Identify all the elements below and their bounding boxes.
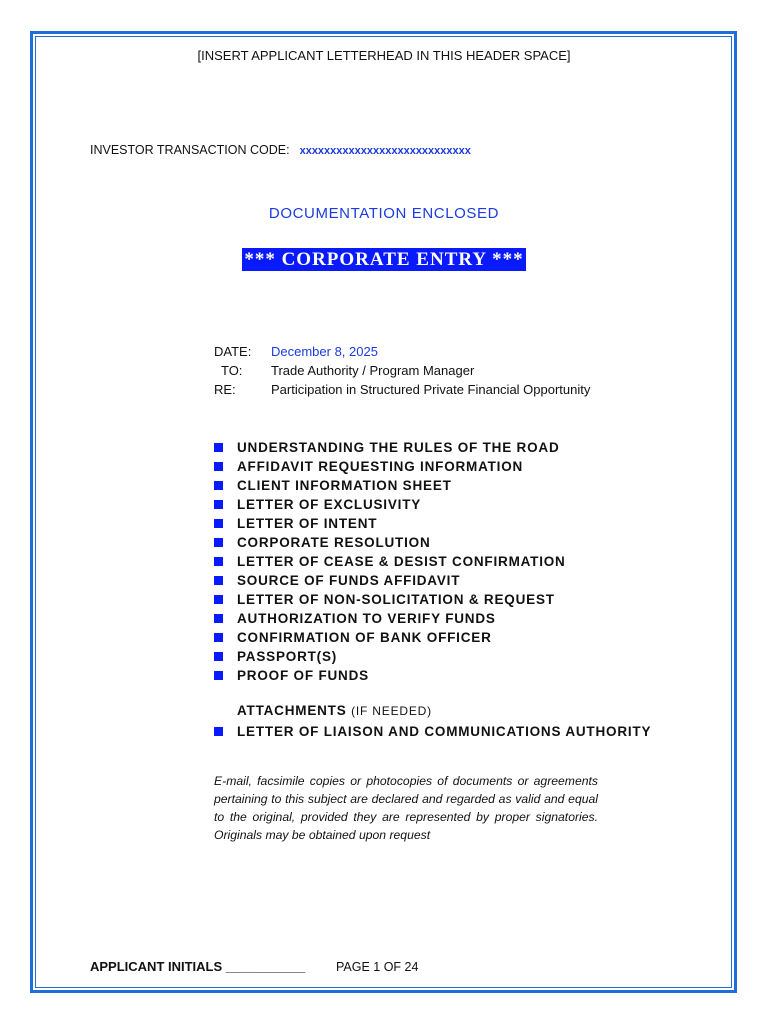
enclosed-documents-list [214, 438, 566, 685]
documentation-enclosed-heading: DOCUMENTATION ENCLOSED [268, 205, 500, 222]
list-item [214, 476, 566, 495]
list-item [214, 438, 566, 457]
memo-re-label: RE: [214, 382, 236, 397]
memo-to-label: TO: [214, 363, 243, 378]
square-bullet-icon [214, 727, 223, 736]
list-item-label: AFFIDAVIT REQUESTING INFORMATION [237, 459, 524, 474]
list-item [214, 457, 566, 476]
memo-date-row [214, 342, 590, 361]
square-bullet-icon [214, 595, 223, 604]
list-item-label: LETTER OF NON-SOLICITATION & REQUEST [237, 592, 555, 607]
investor-transaction-code [90, 143, 471, 157]
list-item [214, 666, 566, 685]
list-item-label: LETTER OF EXCLUSIVITY [237, 497, 422, 512]
list-item [214, 495, 566, 514]
attachments-title: ATTACHMENTS [237, 703, 347, 718]
list-item [214, 533, 566, 552]
square-bullet-icon [214, 443, 223, 452]
memo-date-value: December 8, 2025 [271, 344, 378, 359]
square-bullet-icon [214, 557, 223, 566]
list-item [214, 647, 566, 666]
square-bullet-icon [214, 576, 223, 585]
attachment-item [214, 722, 651, 741]
investor-code-value: xxxxxxxxxxxxxxxxxxxxxxxxxxxx [299, 145, 471, 157]
square-bullet-icon [214, 462, 223, 471]
investor-code-label: INVESTOR TRANSACTION CODE: [90, 143, 290, 157]
letterhead-placeholder: [INSERT APPLICANT LETTERHEAD IN THIS HEADER SPACE] [197, 48, 571, 63]
memo-block [214, 342, 590, 399]
corporate-entry-banner: *** CORPORATE ENTRY *** [244, 249, 524, 270]
copies-disclaimer: E-mail, facsimile copies or photocopies of documents or agreements pertaining to this subject are declared and regarded as valid and equal to the original, provided they are represented by proper signatories. Originals may be obtained upon request [214, 774, 598, 842]
memo-to-value: Trade Authority / Program Manager [271, 363, 475, 378]
square-bullet-icon [214, 633, 223, 642]
square-bullet-icon [214, 538, 223, 547]
attachments-note: (IF NEEDED) [351, 704, 432, 718]
attachments-heading [237, 703, 432, 718]
list-item [214, 590, 566, 609]
square-bullet-icon [214, 519, 223, 528]
memo-re-value: Participation in Structured Private Financial Opportunity [271, 382, 591, 397]
list-item-label: PASSPORT(S) [237, 649, 338, 664]
list-item [214, 514, 566, 533]
square-bullet-icon [214, 500, 223, 509]
applicant-initials: APPLICANT INITIALS ___________ [90, 959, 306, 974]
square-bullet-icon [214, 652, 223, 661]
memo-to-row [214, 361, 590, 380]
square-bullet-icon [214, 671, 223, 680]
list-item-label: LETTER OF CEASE & DESIST CONFIRMATION [237, 554, 566, 569]
list-item-label: CONFIRMATION OF BANK OFFICER [237, 630, 492, 645]
list-item-label: LETTER OF INTENT [237, 516, 378, 531]
page-number: PAGE 1 OF 24 [336, 960, 419, 974]
list-item-label: CORPORATE RESOLUTION [237, 535, 431, 550]
list-item [214, 571, 566, 590]
memo-re-row [214, 380, 590, 399]
attachment-item-label: LETTER OF LIAISON AND COMMUNICATIONS AUTHORITY [237, 724, 652, 739]
corporate-entry-banner-wrap [0, 248, 768, 271]
list-item [214, 628, 566, 647]
list-item-label: AUTHORIZATION TO VERIFY FUNDS [237, 611, 496, 626]
list-item-label: PROOF OF FUNDS [237, 668, 369, 683]
memo-date-label: DATE: [214, 344, 252, 359]
list-item-label: CLIENT INFORMATION SHEET [237, 478, 452, 493]
list-item [214, 609, 566, 628]
square-bullet-icon [214, 481, 223, 490]
square-bullet-icon [214, 614, 223, 623]
list-item [214, 552, 566, 571]
list-item-label: SOURCE OF FUNDS AFFIDAVIT [237, 573, 461, 588]
list-item-label: UNDERSTANDING THE RULES OF THE ROAD [237, 440, 560, 455]
